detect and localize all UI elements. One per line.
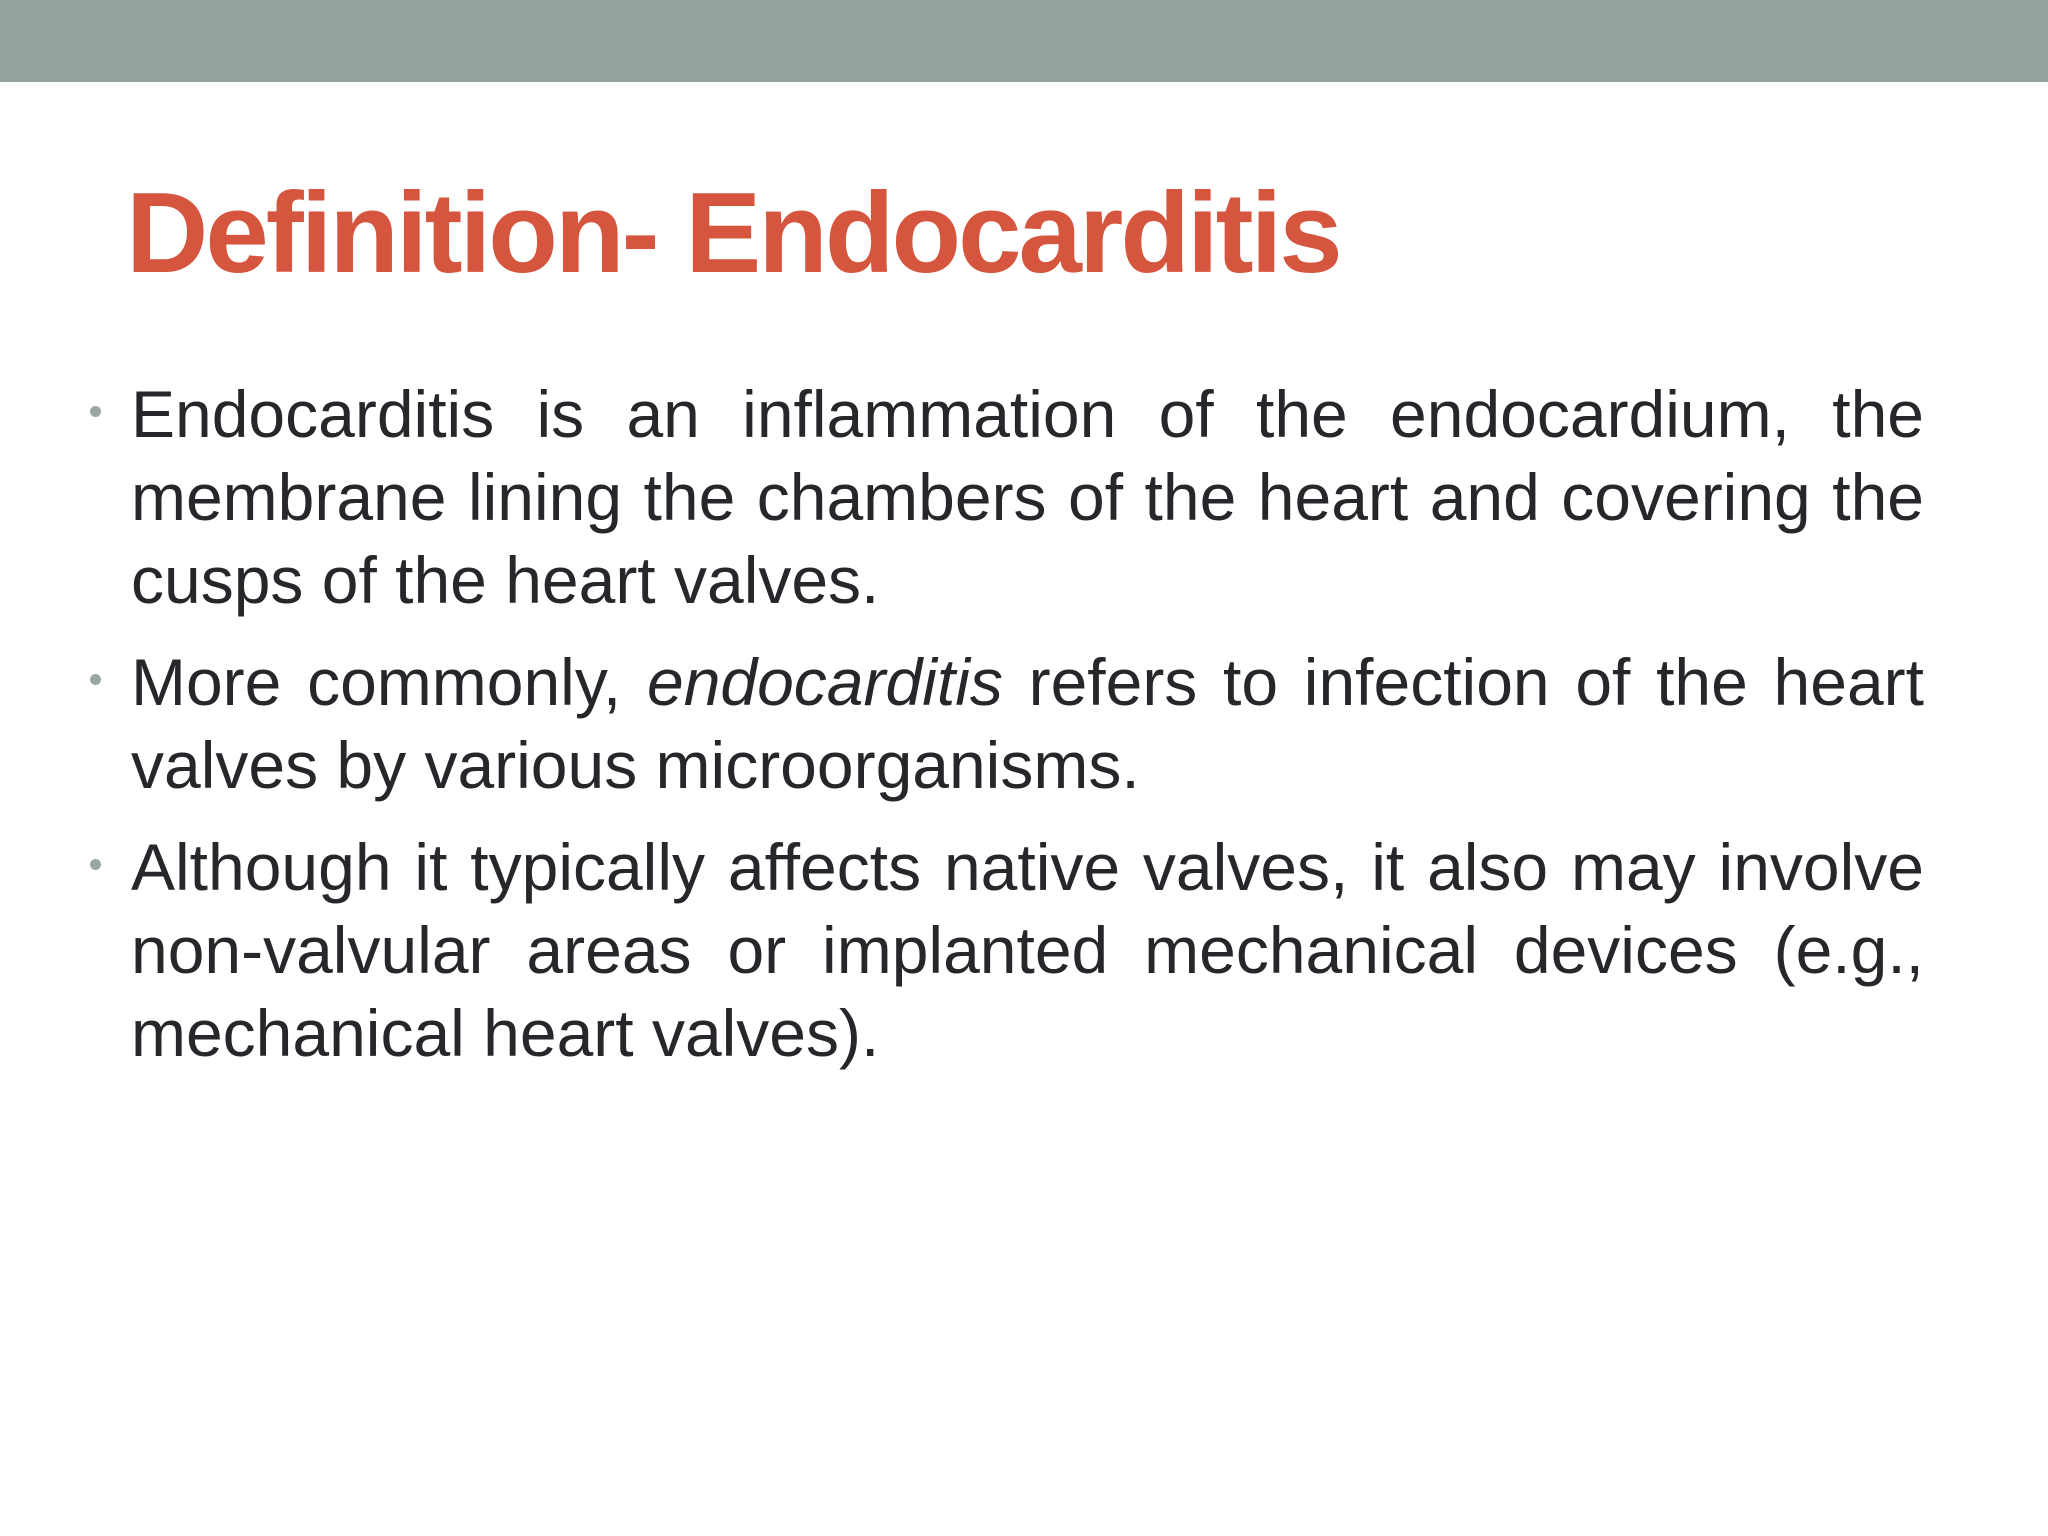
bullet-text: Although it typically affects native valves, it also may involve non-valvular areas or implanted mechanical devices (e.g., mechanical heart valves). [131, 830, 1924, 1070]
bullet-item-involvement [86, 826, 1924, 1075]
bullet-text: Endocarditis is an inflammation of the endocardium, the membrane lining the chambers of the heart and covering the cusps of the heart valves. [131, 377, 1924, 617]
bullet-item-infection [86, 641, 1924, 807]
slide-title: Definition- Endocarditis [126, 170, 1340, 297]
bullet-text-end: refers to infection of the heart valves by various microorganisms. [131, 645, 1924, 802]
bullet-item-definition [86, 373, 1924, 622]
bullet-dot-icon [90, 674, 101, 685]
bullet-dot-icon [90, 406, 101, 417]
top-accent-bar [0, 0, 2048, 82]
bullet-dot-icon [90, 859, 101, 870]
bullet-list [86, 373, 1924, 1094]
italic-term: endocarditis [646, 645, 1003, 719]
bullet-text-start: More commonly, [131, 645, 647, 719]
bullet-text [131, 641, 1924, 807]
